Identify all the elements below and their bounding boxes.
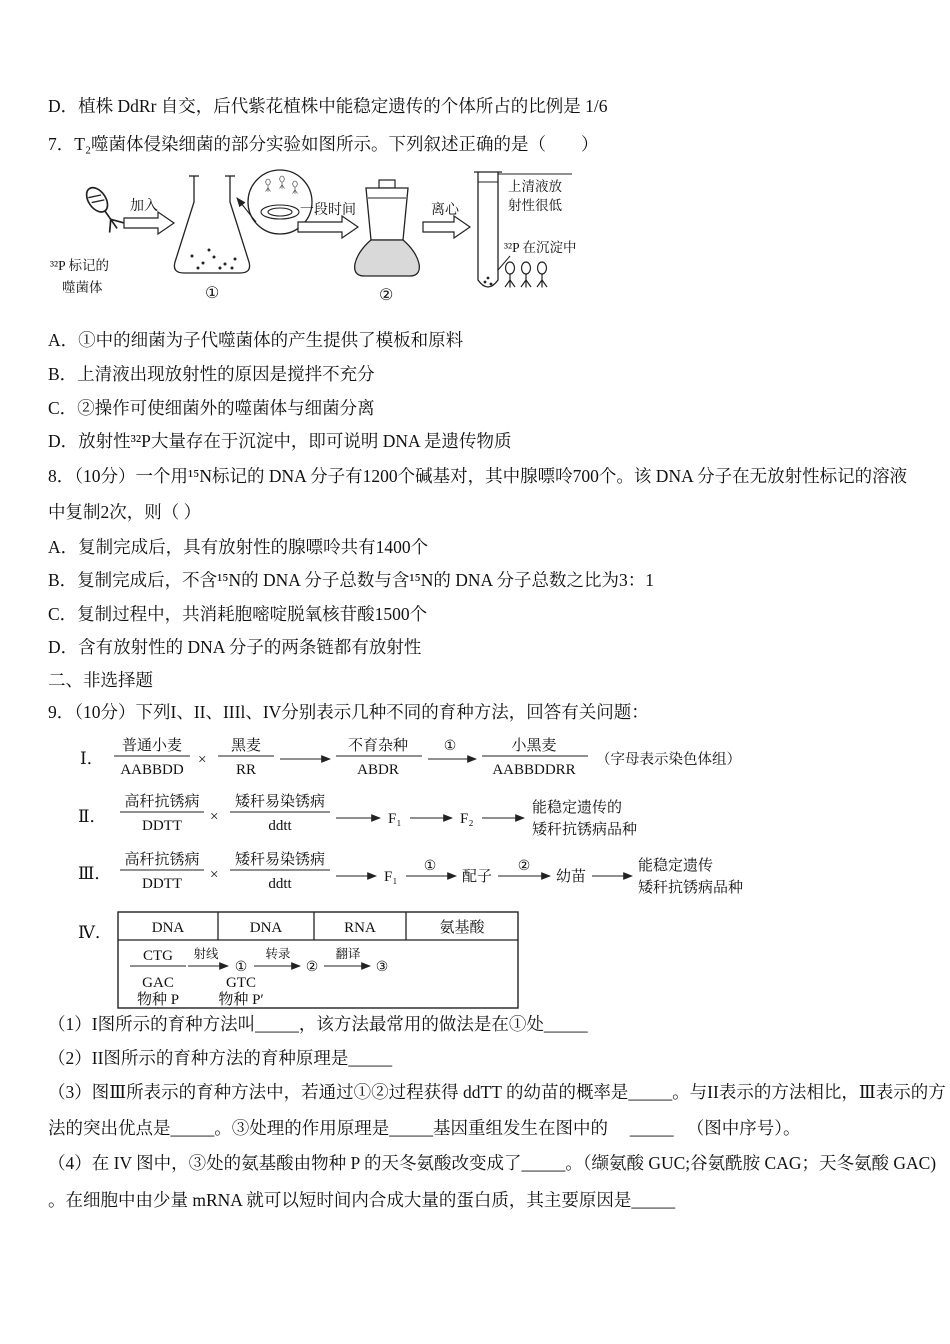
q9-sub2: （2）II图所示的育种方法的育种原理是_____ [48,1048,393,1068]
row4-gtc: GTC [226,975,256,991]
row3-cross-sign: × [210,867,219,883]
row2-parent1-name: 高秆抗锈病 [124,794,200,810]
row3-result-line2: 矮秆抗锈病品种 [638,880,744,896]
row4-step3-mark: ③ [375,960,389,975]
row4-gac: GAC [142,975,174,991]
row2-parent2-name: 矮秆易染锈病 [234,794,326,810]
q8-stem-line1: 8．（10分）一个用¹⁵N标记的 DNA 分子有1200个碱基对，其中腺嘌呤700个。该 DNA 分子在无放射性标记的溶液 [48,466,908,486]
row4-header-rna: RNA [344,920,376,936]
flask [174,176,249,302]
phage-caption-line2: 噬菌体 [62,280,103,295]
q7-option-d: D．放射性³²P大量存在于沉淀中，即可说明 DNA 是遗传物质 [48,431,512,451]
q8-option-b: B．复制完成后，不含¹⁵N的 DNA 分子总数与含¹⁵N的 DNA 分子总数之比为3：1 [48,570,655,590]
row3-parent1-genotype: DDTT [142,876,182,892]
row2-result-line2: 矮秆抗锈病品种 [532,822,638,838]
row1-parent1-genotype: AABBDD [120,762,184,778]
q7-option-a: A．①中的细菌为子代噬菌体的产生提供了模板和原料 [48,330,464,350]
row4-ray-label: 射线 [193,947,219,961]
row1-step1-mark: ① [443,739,457,754]
flask-number: ① [205,285,220,302]
period-label: 一段时间 [300,203,356,218]
row3-f1: F₁ [384,869,398,885]
row3-parent1-name: 高秆抗锈病 [124,852,200,868]
breeding-methods-diagram [78,726,778,1016]
q9-sub1: （1）I图所示的育种方法叫_____，该方法最常用的做法是在①处_____ [48,1014,588,1034]
row1-hybrid-genotype: ABDR [357,762,399,778]
q8-stem-line2: 中复制2次，则（ ） [48,502,202,522]
row3-numeral: Ⅲ． [78,864,112,883]
row4-translate-label: 翻译 [335,947,361,961]
row3-parent2-genotype: ddtt [268,876,292,892]
add-label: 加入 [130,199,158,214]
row4-header-aa: 氨基酸 [439,920,485,936]
row4-transcribe-label: 转录 [265,947,291,961]
breeding-row-2 [78,792,637,838]
row2-f1: F₁ [388,811,402,827]
row4-step2-mark: ② [305,960,319,975]
row3-seedling: 幼苗 [556,869,587,885]
labeled-phage-icon [50,184,124,295]
q7-stem: 7．T₂噬菌体侵染细菌的部分实验如图所示。下列叙述正确的是（ ） [48,134,599,154]
row4-ctg: CTG [143,948,173,964]
row1-parent1-name: 普通小麦 [121,738,183,754]
row1-numeral: Ⅰ． [80,749,104,768]
row1-note: （字母表示染色体组） [596,752,741,768]
row2-parent2-genotype: ddtt [268,818,292,834]
row2-parent1-genotype: DDTT [142,818,182,834]
row4-header-dna2: DNA [249,920,283,936]
pellet-label [498,239,576,288]
row2-result-line1: 能稳定遗传的 [532,800,623,816]
row3-step2-mark: ② [517,859,531,874]
row2-cross-sign: × [210,809,219,825]
row1-hybrid-name: 不育杂种 [347,738,409,754]
row4-numeral: Ⅳ． [78,923,112,942]
q8-option-d: D．含有放射性的 DNA 分子的两条链都有放射性 [48,637,422,657]
q9-sub3-line2: 法的突出优点是_____。③处理的作用原理是_____基因重组发生在图中的 _____ （图中序号）。 [48,1118,801,1138]
row1-result-genotype: AABBDDRR [492,762,576,778]
q7-option-b: B．上清液出现放射性的原因是搅拌不充分 [48,364,375,384]
row4-header-dna1: DNA [151,920,185,936]
add-arrow [124,212,174,234]
row3-parent2-name: 矮秆易染锈病 [234,852,326,868]
supernatant-line2: 射性很低 [508,198,562,213]
spin-arrow [423,216,470,238]
row4-species-p: 物种 P [136,992,180,1008]
spin-label: 离心 [431,203,459,218]
q9-sub4-line2: 。在细胞中由少量 mRNA 就可以短时间内合成大量的蛋白质，其主要原因是_____ [48,1190,676,1210]
q8-option-c: C．复制过程中，共消耗胞嘧啶脱氧核苷酸1500个 [48,604,428,624]
row3-gamete: 配子 [462,869,493,885]
row3-result-line1: 能稳定遗传 [638,858,714,874]
blender-number: ② [379,287,394,304]
breeding-row-3 [78,850,743,896]
row2-numeral: Ⅱ． [78,807,107,826]
q7-option-c: C．②操作可使细菌外的噬菌体与细菌分离 [48,398,375,418]
row1-parent2-name: 黑麦 [230,738,262,754]
blender [355,180,420,304]
q8-option-a: A．复制完成后，具有放射性的腺嘌呤共有1400个 [48,537,429,557]
q9-sub4-line1: （4）在 IV 图中，③处的氨基酸由物种 P 的天冬氨酸改变成了_____。（缬氨酸 GUC;谷氨酰胺 CAG；天冬氨酸 GAC) [48,1153,937,1173]
pellet-text: ³²P 在沉淀中 [504,240,577,255]
row1-cross-sign: × [198,752,207,768]
q9-sub3-line1: （3）图Ⅲ所表示的育种方法中，若通过①②过程获得 ddTT 的幼苗的概率是_____。与II表示的方法相比，Ⅲ表示的方 [48,1082,946,1102]
row1-result-name: 小黑麦 [511,738,557,754]
row4-step1-mark: ① [234,960,248,975]
q6-option-d: D．植株 DdRr 自交，后代紫花植株中能稳定遗传的个体所占的比例是 1/6 [48,96,608,116]
breeding-row-1 [80,736,741,778]
row1-parent2-genotype: RR [235,762,257,778]
supernatant-line1: 上清液放 [508,179,562,194]
section-heading: 二、非选择题 [48,670,153,690]
phage-experiment-diagram [42,160,602,318]
supernatant-label [498,174,572,213]
row2-f2: F₂ [460,811,474,827]
phage-caption-line1: ³²P 标记的 [50,258,109,273]
row4-species-p-prime: 物种 P′ [218,992,264,1008]
breeding-row-4 [78,912,518,1008]
row3-step1-mark: ① [423,859,437,874]
q9-stem: 9．（10分）下列I、II、IIIl、IV分别表示几种不同的育种方法，回答有关问题： [48,702,649,722]
